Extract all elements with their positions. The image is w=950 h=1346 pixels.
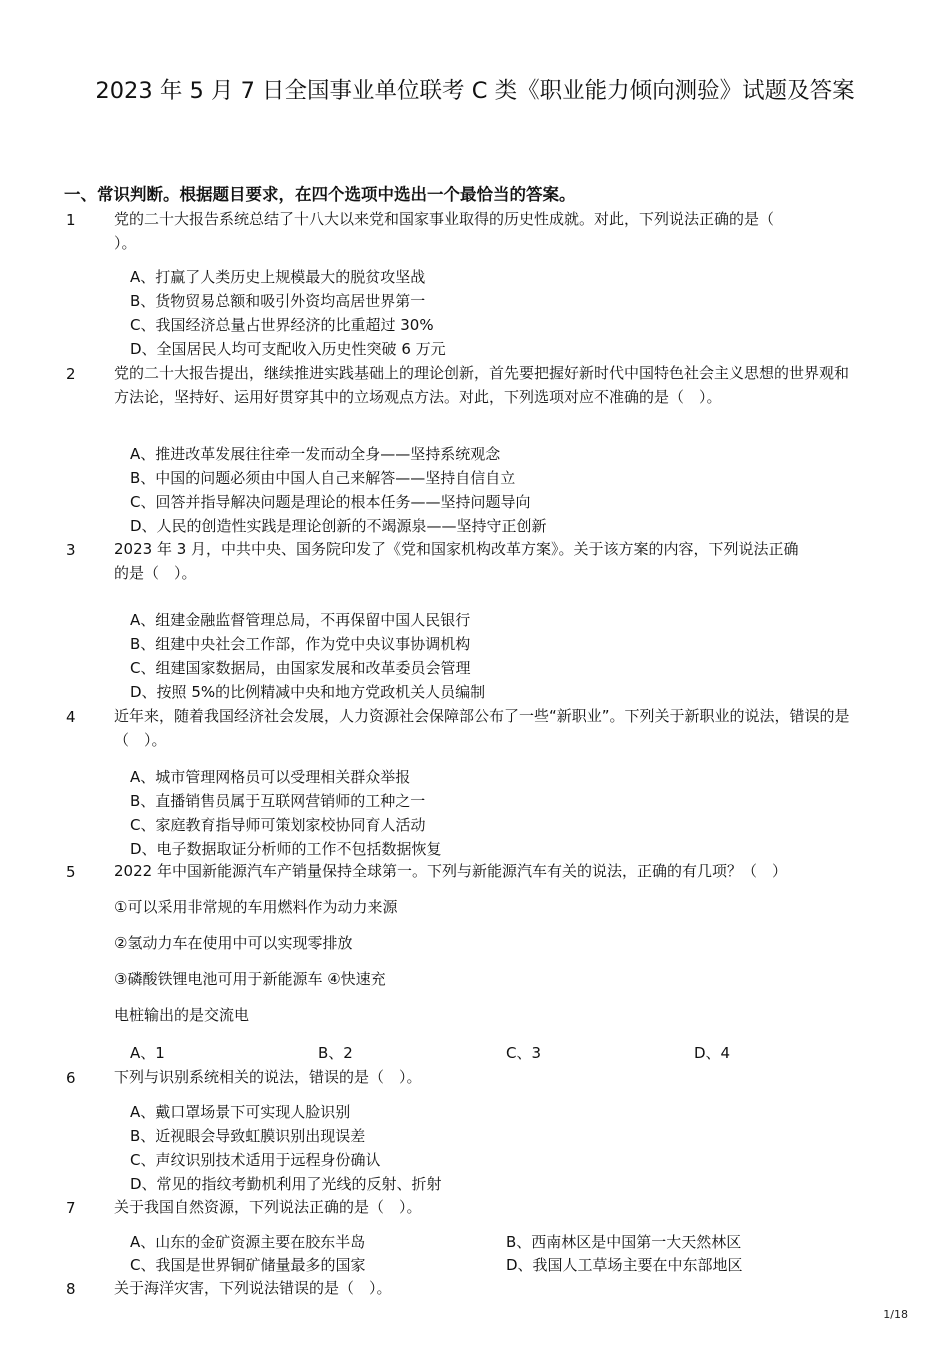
statement-item: ②氢动力车在使用中可以实现零排放 — [114, 934, 353, 952]
option-c: C、组建国家数据局，由国家发展和改革委员会管理 — [130, 659, 471, 677]
question-number: 7 — [66, 1199, 76, 1217]
option-a: A、打赢了人类历史上规模最大的脱贫攻坚战 — [130, 268, 426, 286]
question-number: 3 — [66, 541, 76, 559]
option-a: A、组建金融监督管理总局，不再保留中国人民银行 — [130, 611, 471, 629]
question-text: 关于我国自然资源，下列说法正确的是（ ）。 — [114, 1198, 422, 1216]
option-b: B、西南林区是中国第一大天然林区 — [506, 1233, 742, 1251]
option-c: C、家庭教育指导师可策划家校协同育人活动 — [130, 816, 426, 834]
question-number: 4 — [66, 708, 76, 726]
question-number: 2 — [66, 365, 76, 383]
option-c: C、我国是世界铜矿储量最多的国家 — [130, 1256, 366, 1274]
option-b: B、组建中央社会工作部，作为党中央议事协调机构 — [130, 635, 471, 653]
question-number: 1 — [66, 211, 76, 229]
document-title: 2023 年 5 月 7 日全国事业单位联考 C 类《职业能力倾向测验》试题及答案 — [95, 78, 855, 104]
question-text: 2022 年中国新能源汽车产销量保持全球第一。下列与新能源汽车有关的说法，正确的有几项？（ ） — [114, 862, 787, 880]
option-d: D、常见的指纹考勤机利用了光线的反射、折射 — [130, 1175, 442, 1193]
option-d: D、全国居民人均可支配收入历史性突破 6 万元 — [130, 340, 446, 358]
option-c: C、我国经济总量占世界经济的比重超过 30% — [130, 316, 434, 334]
question-text: 近年来，随着我国经济社会发展，人力资源社会保障部公布了一些“新职业”。下列关于新职业的说法，错误的是（ ）。 — [114, 707, 850, 749]
question-text: 党的二十大报告提出，继续推进实践基础上的理论创新，首先要把握好新时代中国特色社会主义思想的世界观和方法论，坚持好、运用好贯穿其中的立场观点方法。对此，下列选项对应不准确的是（ ）。 — [114, 364, 850, 406]
question-text: 关于海洋灾害，下列说法错误的是（ ）。 — [114, 1279, 392, 1297]
option-b: B、直播销售员属于互联网营销师的工种之一 — [130, 792, 426, 810]
option-b: B、2 — [318, 1044, 353, 1062]
option-d: D、按照 5%的比例精减中央和地方党政机关人员编制 — [130, 683, 486, 701]
option-a: A、山东的金矿资源主要在胶东半岛 — [130, 1233, 366, 1251]
option-b: B、近视眼会导致虹膜识别出现误差 — [130, 1127, 366, 1145]
statement-item: ③磷酸铁锂电池可用于新能源车 ④快速充 — [114, 970, 386, 988]
question-text: 下列与识别系统相关的说法，错误的是（ ）。 — [114, 1068, 422, 1086]
option-a: A、戴口罩场景下可实现人脸识别 — [130, 1103, 351, 1121]
option-d: D、4 — [694, 1044, 731, 1062]
question-text: 2023 年 3 月，中共中央、国务院印发了《党和国家机构改革方案》。关于该方案的内容，下列说法正确 的是（ ）。 — [114, 540, 799, 582]
option-c: C、回答并指导解决问题是理论的根本任务——坚持问题导向 — [130, 493, 531, 511]
option-d: D、人民的创造性实践是理论创新的不竭源泉——坚持守正创新 — [130, 517, 547, 535]
question-number: 6 — [66, 1069, 76, 1087]
page-number: 1/18 — [883, 1308, 908, 1321]
option-a: A、1 — [130, 1044, 165, 1062]
question-number: 5 — [66, 863, 76, 881]
option-d: D、电子数据取证分析师的工作不包括数据恢复 — [130, 840, 442, 858]
section-heading: 一、常识判断。根据题目要求，在四个选项中选出一个最恰当的答案。 — [64, 185, 576, 204]
question-text: 党的二十大报告系统总结了十八大以来党和国家事业取得的历史性成就。对此，下列说法正确的是（ ）。 — [114, 210, 775, 252]
option-b: B、中国的问题必须由中国人自己来解答——坚持自信自立 — [130, 469, 516, 487]
option-c: C、声纹识别技术适用于远程身份确认 — [130, 1151, 381, 1169]
option-b: B、货物贸易总额和吸引外资均高居世界第一 — [130, 292, 426, 310]
option-d: D、我国人工草场主要在中东部地区 — [506, 1256, 743, 1274]
statement-item: ①可以采用非常规的车用燃料作为动力来源 — [114, 898, 398, 916]
option-c: C、3 — [506, 1044, 542, 1062]
option-a: A、推进改革发展往往牵一发而动全身——坚持系统观念 — [130, 445, 501, 463]
statement-item: 电桩输出的是交流电 — [114, 1006, 250, 1024]
option-a: A、城市管理网格员可以受理相关群众举报 — [130, 768, 411, 786]
question-number: 8 — [66, 1280, 76, 1298]
